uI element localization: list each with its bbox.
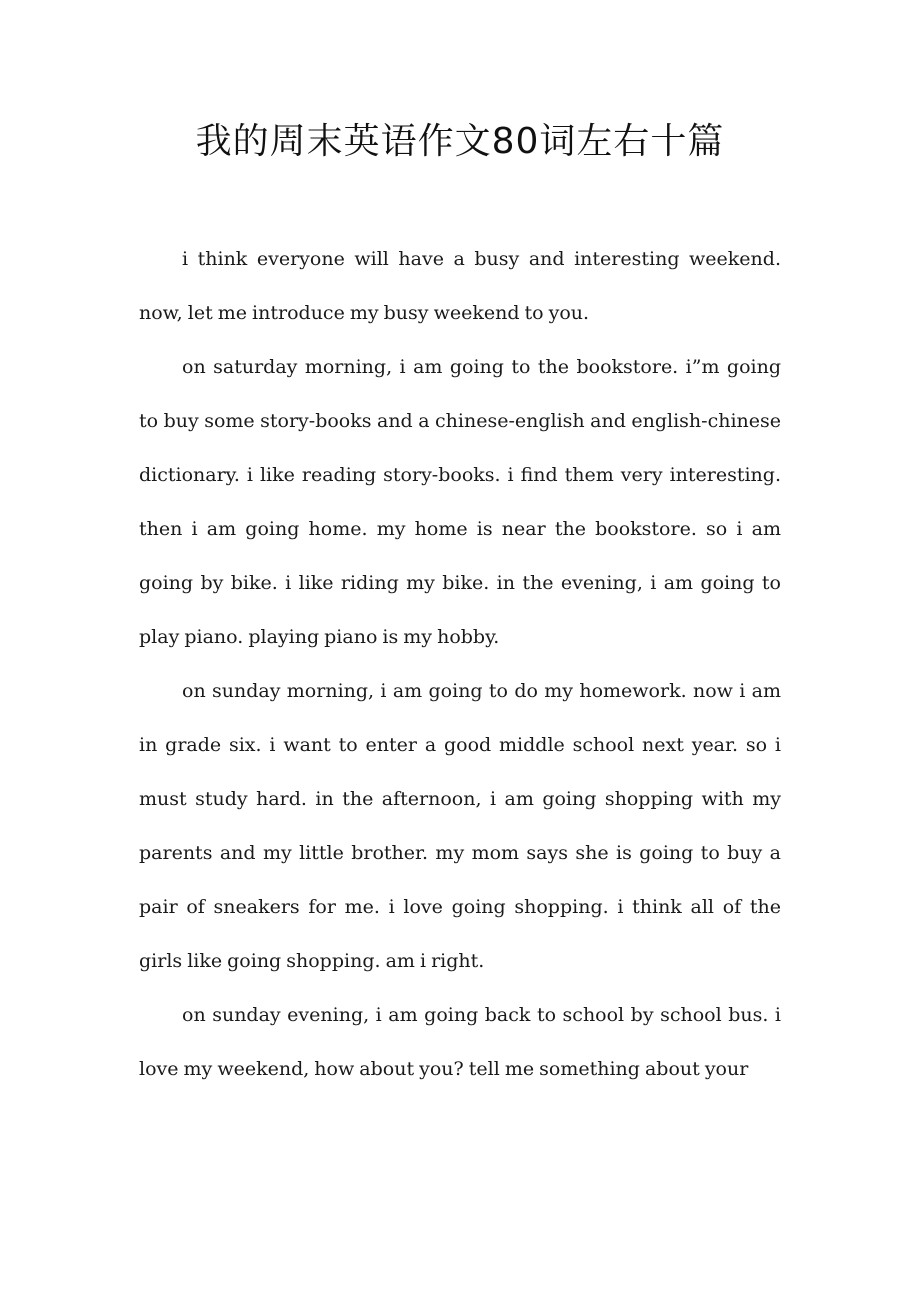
paragraph-sunday: on sunday morning, i am going to do my homework. now i am in grade six. i want to enter a good middle school next year. so i must study hard. in the afternoon, i am going shopping with my parents and my little brother. my mom says she is going to buy a pair of sneakers for me. i love going shopping. i think all of the girls like going shopping. am i right. [139,680,781,972]
document-title: 我的周末英语作文80词左右十篇 [195,121,725,162]
paragraph-intro: i think everyone will have a busy and interesting weekend. now, let me introduce my busy weekend to you. [139,248,781,324]
paragraph-saturday: on saturday morning, i am going to the bookstore. i”m going to buy some story-books and a chinese-english and english-chinese dictionary. i like reading story-books. i find them very interesting. then i am going home. my home is near the bookstore. so i am going by bike. i like riding my bike. in the evening, i am going to play piano. playing piano is my hobby. [139,356,781,648]
paragraph-sunday-evening: on sunday evening, i am going back to school by school bus. i love my weekend, how about you? tell me something about your [139,1004,781,1080]
document-body [139,232,781,1096]
